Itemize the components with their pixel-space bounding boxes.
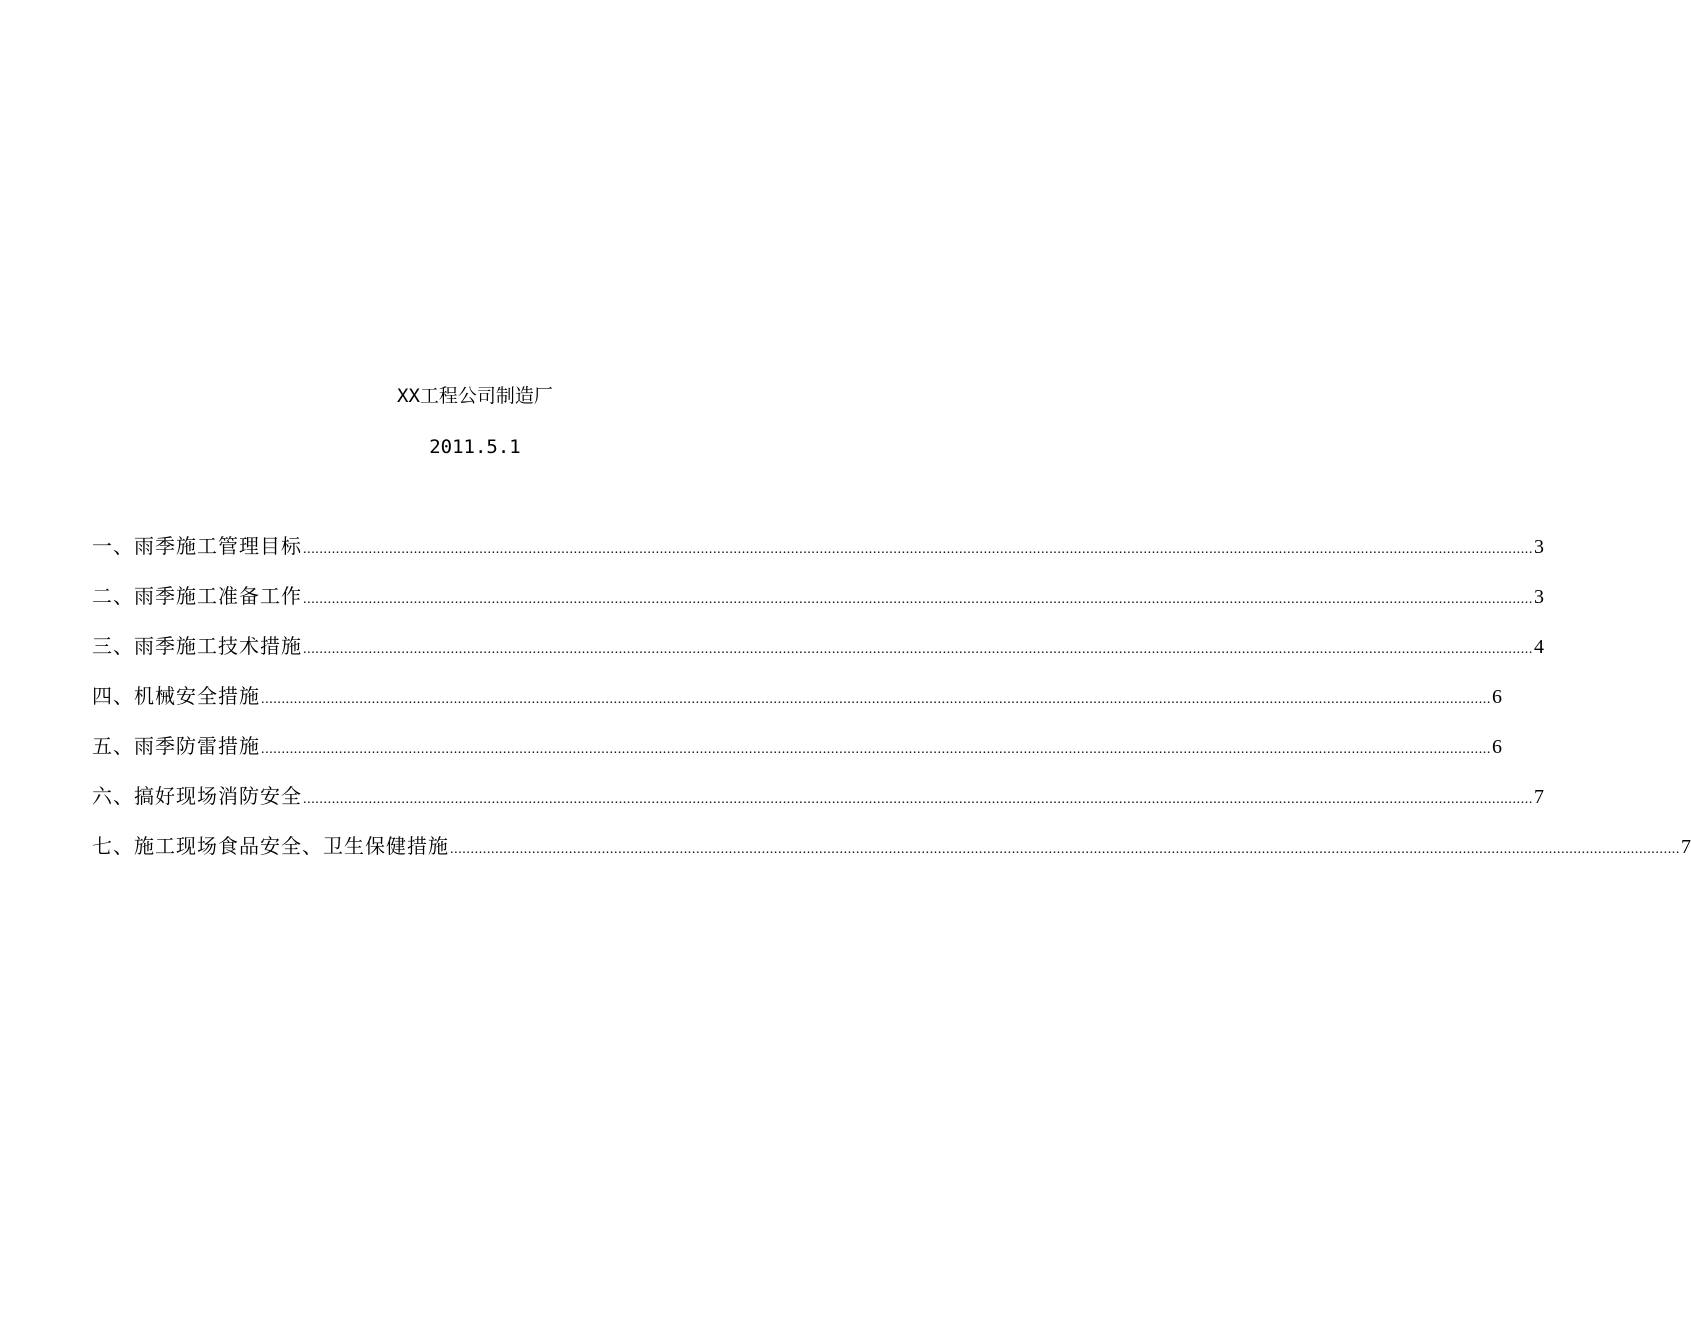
toc-entry[interactable] — [92, 532, 1544, 582]
toc-leader-dots: ............................................................................................................................................................................................................................................................................................................ — [450, 842, 1680, 857]
toc-leader-dots: ............................................................................................................................................................................................................................................................................................................ — [303, 592, 1533, 607]
toc-leader-dots: ............................................................................................................................................................................................................................................................................................................ — [303, 642, 1533, 657]
toc-entry[interactable] — [92, 832, 1691, 882]
toc-entry-title: 六、搞好现场消防安全 — [92, 784, 302, 808]
toc-entry-page: 3 — [1534, 586, 1544, 608]
toc-entry-title: 二、雨季施工准备工作 — [92, 584, 302, 608]
toc-entry-page: 4 — [1534, 636, 1544, 658]
toc-leader-dots: ............................................................................................................................................................................................................................................................................................................ — [303, 792, 1533, 807]
toc-entry-title: 四、机械安全措施 — [92, 684, 260, 708]
toc-entry-page: 6 — [1492, 736, 1502, 758]
toc-entry-page: 7 — [1681, 836, 1691, 858]
toc-entry-title: 三、雨季施工技术措施 — [92, 634, 302, 658]
toc-leader-dots: ............................................................................................................................................................................................................................................................................................................ — [261, 742, 1491, 757]
toc-entry-title: 一、雨季施工管理目标 — [92, 534, 302, 558]
toc-entry-title: 七、施工现场食品安全、卫生保健措施 — [92, 834, 449, 858]
toc-entry-page: 6 — [1492, 686, 1502, 708]
toc-entry[interactable] — [92, 632, 1544, 682]
company-name: XX工程公司制造厂 — [397, 385, 553, 407]
toc-entry-page: 7 — [1534, 786, 1544, 808]
toc-entry-title: 五、雨季防雷措施 — [92, 734, 260, 758]
table-of-contents — [92, 532, 1691, 882]
toc-entry[interactable] — [92, 782, 1544, 832]
toc-leader-dots: ............................................................................................................................................................................................................................................................................................................ — [303, 542, 1533, 557]
toc-entry[interactable] — [92, 582, 1544, 632]
document-date: 2011.5.1 — [429, 436, 521, 458]
toc-entry-page: 3 — [1534, 536, 1544, 558]
toc-entry[interactable] — [92, 732, 1502, 782]
toc-leader-dots: ............................................................................................................................................................................................................................................................................................................ — [261, 692, 1491, 707]
toc-entry[interactable] — [92, 682, 1502, 732]
